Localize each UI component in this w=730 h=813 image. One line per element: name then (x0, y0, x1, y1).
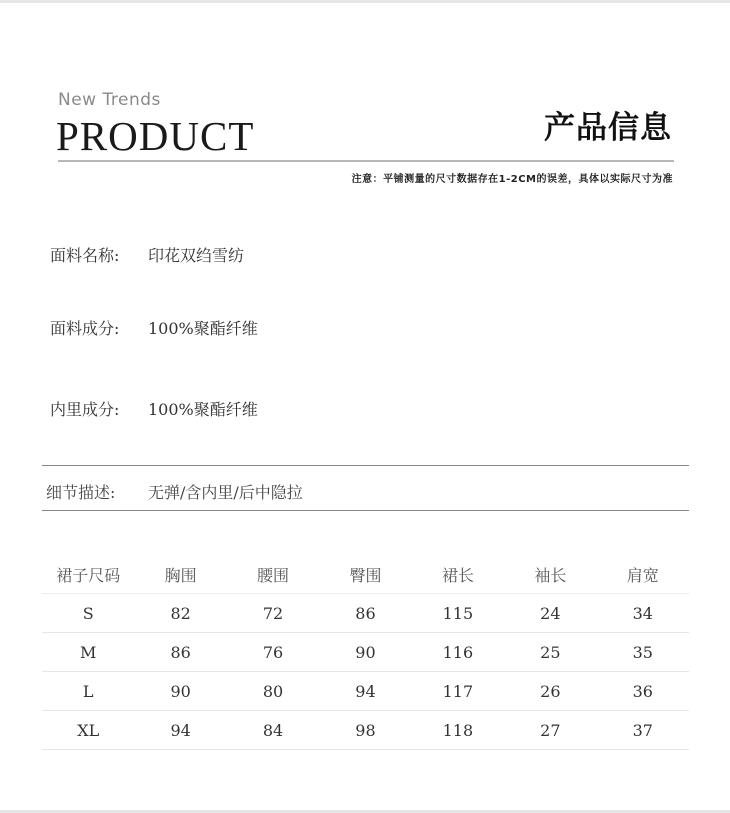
header-hip: 臀围 (319, 555, 411, 594)
header-sleeve: 袖长 (504, 555, 596, 594)
table-cell: 37 (597, 711, 689, 750)
brand-subtitle: New Trends (58, 90, 161, 110)
table-cell: 34 (597, 594, 689, 633)
table-cell: 117 (412, 672, 504, 711)
page-title: 产品信息 (544, 110, 672, 146)
brand-title: PRODUCT (56, 113, 255, 159)
detail-label: 细节描述: (46, 483, 116, 502)
table-cell: 86 (134, 633, 226, 672)
detail-value: 无弹/含内里/后中隐拉 (148, 483, 303, 502)
fabric-composition-label: 面料成分: (50, 319, 120, 338)
header-size: 裙子尺码 (42, 555, 134, 594)
table-cell: 80 (227, 672, 319, 711)
fabric-name-value: 印花双绉雪纺 (148, 246, 245, 265)
table-cell: 76 (227, 633, 319, 672)
fabric-composition-value: 100%聚酯纤维 (148, 319, 258, 338)
table-cell: 90 (319, 633, 411, 672)
table-cell: 98 (319, 711, 411, 750)
table-row (42, 594, 689, 633)
detail-top-divider (42, 465, 689, 466)
size-table-header (42, 555, 689, 594)
measurement-note: 注意：平铺测量的尺寸数据存在1-2CM的误差，具体以实际尺寸为准 (351, 174, 673, 185)
table-cell: 25 (504, 633, 596, 672)
table-row (42, 711, 689, 750)
table-cell: 94 (134, 711, 226, 750)
fabric-name-label: 面料名称: (50, 246, 120, 265)
table-cell: 24 (504, 594, 596, 633)
header-length: 裙长 (412, 555, 504, 594)
table-cell: 84 (227, 711, 319, 750)
top-border (0, 0, 730, 3)
lining-composition-value: 100%聚酯纤维 (148, 400, 258, 419)
table-row (42, 633, 689, 672)
detail-bottom-divider (42, 510, 689, 511)
table-cell: 115 (412, 594, 504, 633)
fabric-name-row (50, 243, 244, 266)
table-cell: S (42, 594, 134, 633)
table-cell: 36 (597, 672, 689, 711)
table-cell: 82 (134, 594, 226, 633)
table-cell: 26 (504, 672, 596, 711)
table-cell: 90 (134, 672, 226, 711)
table-cell: 86 (319, 594, 411, 633)
table-cell: L (42, 672, 134, 711)
header-bust: 胸围 (134, 555, 226, 594)
header-shoulder: 肩宽 (597, 555, 689, 594)
table-cell: 27 (504, 711, 596, 750)
table-cell: XL (42, 711, 134, 750)
table-cell: 35 (597, 633, 689, 672)
table-cell: 94 (319, 672, 411, 711)
table-row (42, 672, 689, 711)
fabric-composition-row (50, 316, 258, 339)
table-cell: M (42, 633, 134, 672)
lining-composition-label: 内里成分: (50, 400, 120, 419)
table-cell: 118 (412, 711, 504, 750)
size-table (42, 555, 689, 750)
table-cell: 72 (227, 594, 319, 633)
detail-row (46, 480, 303, 503)
header-waist: 腰围 (227, 555, 319, 594)
table-cell: 116 (412, 633, 504, 672)
lining-composition-row (50, 397, 258, 420)
header-divider (58, 160, 674, 162)
